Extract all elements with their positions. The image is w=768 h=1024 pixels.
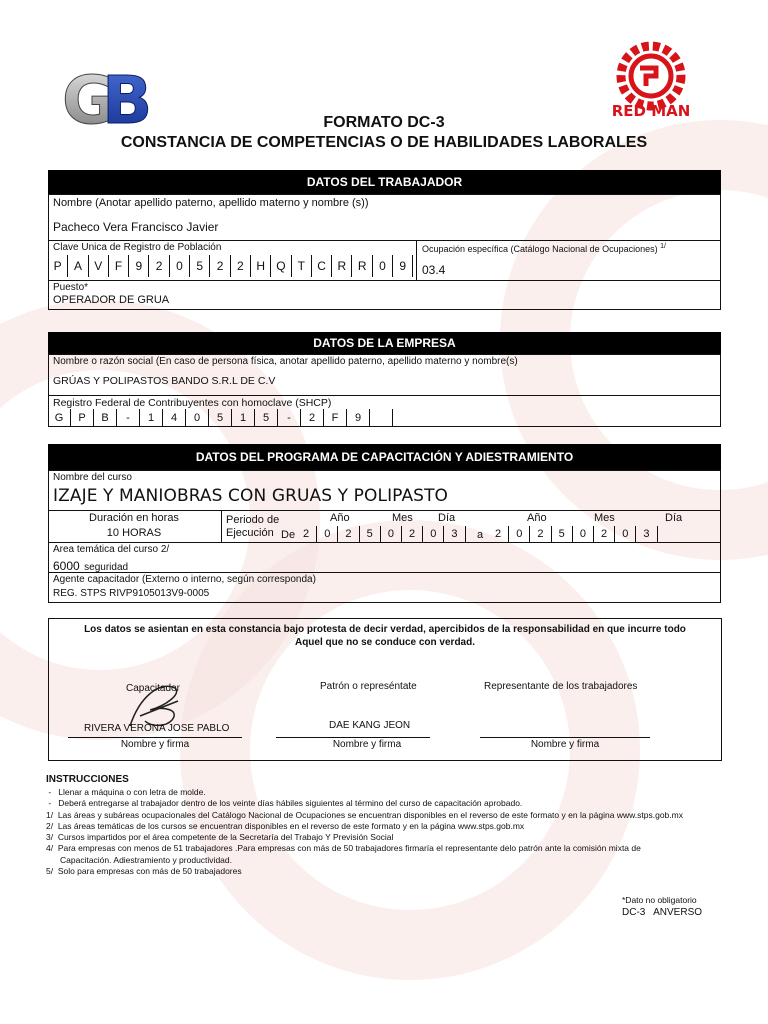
anio-from-label: Año xyxy=(330,512,350,524)
ocupacion-label-text: Ocupación específica (Catálogo Nacional de Ocupaciones) xyxy=(422,244,658,254)
instruccion-prefix: 3/ xyxy=(46,832,58,843)
instruccion-item xyxy=(46,810,736,821)
a-label: a xyxy=(477,529,484,541)
svg-text:B: B xyxy=(102,62,153,135)
char-box: 9 xyxy=(393,255,413,277)
section-header-empresa: DATOS DE LA EMPRESA xyxy=(48,332,721,354)
char-box: 5 xyxy=(360,526,381,542)
instruccion-item xyxy=(46,798,736,809)
svg-text:RED MAN: RED MAN xyxy=(611,102,691,120)
area-code: 6000 xyxy=(53,559,80,573)
dia-from-label: Día xyxy=(438,512,456,524)
fecha-inicio-chars xyxy=(296,526,466,542)
char-box: V xyxy=(89,255,109,277)
char-box: 2 xyxy=(338,526,359,542)
char-box: H xyxy=(251,255,271,277)
char-box: P xyxy=(48,255,68,277)
instruccion-text: Capacitación. Adiestramiento y productividad. xyxy=(60,854,232,865)
instruccion-item xyxy=(46,787,736,798)
char-box: B xyxy=(94,409,117,427)
instruccion-item xyxy=(46,843,736,854)
nombre-label: Nombre (Anotar apellido paterno, apellido materno y nombre (s)) xyxy=(53,197,369,209)
agente-value: REG. STPS RIVP9105013V9-0005 xyxy=(53,588,210,599)
char-box: 5 xyxy=(190,255,210,277)
instruccion-prefix: 2/ xyxy=(46,820,58,831)
ocupacion-value: 03.4 xyxy=(422,263,446,277)
periodo-label-2: Ejecución xyxy=(226,527,274,539)
capacitador-label: Capacitador xyxy=(126,683,180,694)
char-box: 5 xyxy=(552,526,573,542)
statement-line2: Aquel que no se conduce con verdad. xyxy=(294,637,476,648)
char-box: 2 xyxy=(402,526,423,542)
puesto-label: Puesto* xyxy=(53,282,89,293)
svg-text:G: G xyxy=(62,62,117,135)
nombre-firma-capacitador: Nombre y firma xyxy=(120,739,190,750)
form-title: CONSTANCIA DE COMPETENCIAS O DE HABILIDADES LABORALES xyxy=(120,134,648,151)
char-box: 2 xyxy=(594,526,615,542)
instruccion-prefix: 1/ xyxy=(46,809,58,820)
instruccion-text: Para empresas con menos de 51 trabajadores .Para empresas con más de 50 trabajadores firmaría el representante delo patrón ante la comisión mixta de xyxy=(57,843,641,854)
char-box: R xyxy=(332,255,352,277)
char-box: 0 xyxy=(423,526,444,542)
char-box: 2 xyxy=(530,526,551,542)
curso-label: Nombre del curso xyxy=(53,472,132,483)
char-box: 2 xyxy=(301,409,324,427)
form-code-footer: DC-3 ANVERSO xyxy=(622,907,703,918)
instruccion-text: Las áreas temáticas de los cursos se encuentran disponibles en el reverso de este formato y en la página xyxy=(57,820,456,831)
duracion-value: 10 HORAS xyxy=(106,527,162,539)
patron-label: Patrón o represéntate xyxy=(320,681,417,692)
instruccion-text: Deberá entregarse al trabajador dentro de los veinte días hábiles siguientes al término del curso de capacitación aprobado. xyxy=(58,798,523,809)
char-box: 0 xyxy=(573,526,594,542)
char-box: 1 xyxy=(140,409,163,427)
instruccion-prefix: 4/ xyxy=(46,843,58,854)
curp-chars xyxy=(48,255,415,277)
char-box: T xyxy=(292,255,312,277)
agente-label: Agente capacitador (Externo o interno, según corresponda) xyxy=(53,574,316,585)
mes-to-label: Mes xyxy=(594,512,615,524)
stps-link[interactable]: www.stps.gob.mx xyxy=(616,809,683,820)
duracion-label: Duración en horas xyxy=(89,512,179,524)
char-box: 0 xyxy=(373,255,393,277)
char-box: 2 xyxy=(231,255,251,277)
razon-label: Nombre o razón social (En caso de persona física, anotar apellido paterno, apellido materno y nombre(s) xyxy=(53,356,518,367)
section-header-trabajador: DATOS DEL TRABAJADOR xyxy=(48,170,721,194)
curso-value: IZAJE Y MANIOBRAS CON GRUAS Y POLIPASTO xyxy=(53,486,449,506)
char-box: 0 xyxy=(381,526,402,542)
anio-to-label: Año xyxy=(527,512,547,524)
curp-label: Clave Unica de Registro de Población xyxy=(53,242,222,253)
representante-label: Representante de los trabajadores xyxy=(484,681,638,692)
char-box: 2 xyxy=(296,526,317,542)
char-box: - xyxy=(117,409,140,427)
char-box: 5 xyxy=(209,409,232,427)
char-box: 1 xyxy=(232,409,255,427)
puesto-value: OPERADOR DE GRUA xyxy=(53,294,170,306)
statement-line1: Los datos se asientan en esta constancia bajo protesta de decir verdad, apercibidos de la responsabilidad en que incurre todo xyxy=(84,624,686,635)
char-box: 5 xyxy=(255,409,278,427)
instrucciones-list xyxy=(46,787,736,877)
capacitador-name: RIVERA VERONA JOSE PABLO xyxy=(84,723,230,734)
instruccion-item xyxy=(46,866,736,877)
char-box: 0 xyxy=(170,255,190,277)
instruccion-item xyxy=(46,855,736,866)
ocupacion-label xyxy=(422,243,666,254)
dato-no-obligatorio: *Dato no obligatorio xyxy=(622,895,697,905)
de-label: De xyxy=(281,529,296,541)
instruccion-text: Llenar a máquina o con letra de molde. xyxy=(58,787,206,797)
dia-to-label: Día xyxy=(665,512,683,524)
instrucciones-title: INSTRUCCIONES xyxy=(46,774,129,785)
instruccion-text: Cursos impartidos por el área competente de la Secretaría del Trabajo Y Previsión Social xyxy=(57,832,394,843)
char-box: 0 xyxy=(509,526,530,542)
char-box: A xyxy=(68,255,88,277)
mes-from-label: Mes xyxy=(392,512,413,524)
rfc-chars xyxy=(48,409,393,427)
nombre-firma-representante: Nombre y firma xyxy=(530,739,600,750)
char-box: 4 xyxy=(163,409,186,427)
char-box: G xyxy=(48,409,71,427)
char-box: 2 xyxy=(150,255,170,277)
char-box: 3 xyxy=(636,526,657,542)
char-box: 3 xyxy=(444,526,465,542)
instruccion-prefix: - xyxy=(46,798,59,809)
char-box: F xyxy=(109,255,129,277)
ocupacion-sup: 1/ xyxy=(660,243,666,250)
char-box: - xyxy=(278,409,301,427)
char-box xyxy=(370,409,393,427)
char-box: 0 xyxy=(615,526,636,542)
form-code-title: FORMATO DC-3 xyxy=(323,114,445,131)
instruccion-prefix: - xyxy=(46,787,59,797)
patron-name: DAE KANG JEON xyxy=(329,720,411,731)
char-box: 0 xyxy=(186,409,209,427)
red-man-logo xyxy=(596,38,706,124)
instruccion-item xyxy=(46,821,736,832)
char-box: F xyxy=(324,409,347,427)
char-box: 2 xyxy=(210,255,230,277)
section-header-programa: DATOS DEL PROGRAMA DE CAPACITACIÓN Y ADIESTRAMIENTO xyxy=(48,444,721,470)
char-box: C xyxy=(312,255,332,277)
stps-link[interactable]: www.stps.gob.mx xyxy=(458,820,525,831)
rfc-label: Registro Federal de Contribuyentes con homoclave (SHCP) xyxy=(53,397,332,409)
instruccion-text: Solo para empresas con más de 50 trabajadores xyxy=(57,866,242,877)
area-text: seguridad xyxy=(84,562,129,573)
char-box: 2 xyxy=(488,526,509,542)
char-box: 9 xyxy=(347,409,370,427)
periodo-label-1: Periodo de xyxy=(226,514,280,526)
char-box: Q xyxy=(271,255,291,277)
area-label: Area temática del curso 2/ xyxy=(53,544,170,555)
instruccion-item xyxy=(46,832,736,843)
char-box: 0 xyxy=(317,526,338,542)
fecha-fin-chars xyxy=(488,526,658,542)
instruccion-text: Las áreas y subáreas ocupacionales del Catálogo Nacional de Ocupaciones se encuentran disponibles en el reverso de este formato y en la página xyxy=(57,809,615,820)
char-box: P xyxy=(71,409,94,427)
nombre-firma-patron: Nombre y firma xyxy=(332,739,402,750)
instruccion-prefix: 5/ xyxy=(46,866,58,877)
char-box: 9 xyxy=(129,255,149,277)
nombre-value: Pacheco Vera Francisco Javier xyxy=(53,220,219,234)
razon-value: GRÚAS Y POLIPASTOS BANDO S.R.L DE C.V xyxy=(53,375,276,387)
char-box: R xyxy=(353,255,373,277)
